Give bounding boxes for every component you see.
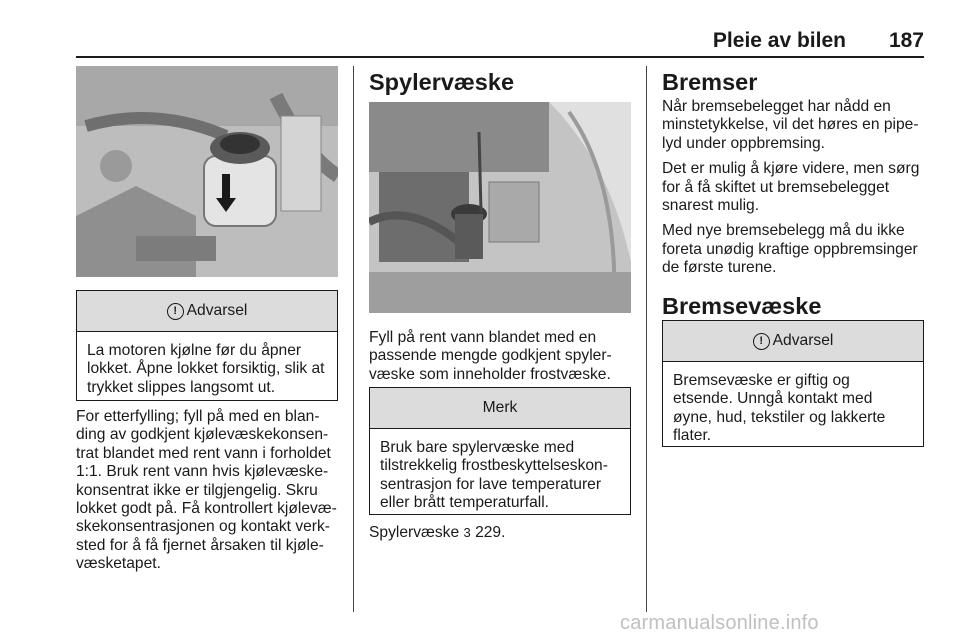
text-line: sted for å få fjernet årsaken til kjøle-	[76, 536, 324, 554]
washer-reference	[369, 524, 639, 542]
note-line: Bruk bare spylervæske med	[380, 439, 575, 456]
brakes-para-3	[662, 222, 930, 277]
text-line: lokket godt på. Få kontrollert kjølevæ-	[76, 500, 337, 518]
warning-text	[663, 362, 923, 446]
coolant-refill-text	[76, 408, 346, 574]
text-line: Det er mulig å kjøre videre, men sørg	[662, 160, 920, 178]
text-line: trat blandet med rent vann i forholdet	[76, 444, 331, 462]
warning-title: Advarsel	[186, 302, 248, 319]
header-rule	[76, 56, 924, 58]
washer-note-box	[369, 387, 631, 515]
text-line: for å få skiftet ut bremsebelegget	[662, 178, 890, 196]
warning-line: trykket slippes langsomt ut.	[87, 378, 276, 396]
brakes-para-1	[662, 98, 930, 153]
text-line: Når bremsebelegget har nådd en	[662, 98, 891, 115]
text-line: 1:1. Bruk rent vann hvis kjølevæske-	[76, 463, 329, 481]
text-line: foreta unødig kraftige oppbremsinger	[662, 240, 918, 258]
text-line: Fyll på rent vann blandet med en	[369, 329, 597, 346]
warning-text	[77, 332, 337, 397]
reference-page-link[interactable]: 229.	[475, 524, 506, 541]
text-line: konsentrat ikke er tilgjengelig. Skru	[76, 481, 318, 499]
coolant-reservoir-photo	[76, 66, 338, 277]
warning-line: etsende. Unngå kontakt med	[673, 390, 873, 408]
coolant-warning-box	[76, 290, 338, 401]
warning-line: øyne, hud, tekstiler og lakkerte	[673, 408, 886, 426]
text-line: væske som inneholder frostvæske.	[369, 365, 611, 383]
text-line: Med nye bremsebelegg må du ikke	[662, 222, 905, 240]
text-line: passende mengde godkjent spyler-	[369, 347, 612, 365]
text-line: skekonsentrasjonen og kontakt verk-	[76, 518, 330, 536]
note-line: eller brått temperaturfall.	[380, 494, 550, 512]
text-line: de første turene.	[662, 259, 777, 277]
section-title: Pleie av bilen	[712, 29, 846, 52]
note-text	[370, 429, 630, 513]
washer-fluid-section	[369, 68, 639, 96]
text-line: For etterfylling; fyll på med en blan-	[76, 408, 320, 425]
section-heading-brakes: Bremser	[662, 69, 758, 95]
text-line: væsketapet.	[76, 555, 161, 573]
note-header	[370, 388, 630, 429]
watermark: carmanualsonline.info	[620, 612, 819, 634]
warning-line: La motoren kjølne før du åpner	[87, 342, 302, 359]
warning-icon: !	[167, 303, 184, 320]
text-line: ding av godkjent kjølevæskekonsen-	[76, 426, 329, 444]
washer-fluid-reservoir-photo	[369, 102, 631, 313]
section-heading-washer-fluid: Spylervæske	[369, 69, 515, 95]
page-header	[76, 28, 924, 54]
page-number: 187	[888, 29, 924, 52]
warning-line: flater.	[673, 427, 712, 445]
warning-title: Advarsel	[772, 332, 834, 349]
warning-header	[663, 321, 923, 362]
section-heading-brake-fluid: Bremsevæske	[662, 292, 822, 319]
text-line: minstetykkelse, vil det høres en pipe-	[662, 116, 919, 134]
brakes-para-2	[662, 160, 930, 215]
brake-fluid-warning-box	[662, 320, 924, 447]
note-line: tilstrekkelig frostbeskyttelseskon-	[380, 457, 608, 475]
text-line: snarest mulig.	[662, 197, 760, 215]
warning-icon: !	[753, 333, 770, 350]
column-divider-2	[646, 66, 647, 612]
warning-header	[77, 291, 337, 332]
text-line: lyd under oppbremsing.	[662, 134, 825, 152]
page-ref-arrow-icon: 3	[463, 525, 471, 540]
warning-line: lokket. Åpne lokket forsiktig, slik at	[87, 360, 325, 378]
brakes-section	[662, 68, 930, 320]
reference-label: Spylervæske	[369, 524, 460, 541]
washer-fluid-text	[369, 329, 639, 384]
note-title: Merk	[482, 399, 518, 416]
warning-line: Bremsevæske er giftig og	[673, 372, 850, 389]
column-divider-1	[353, 66, 354, 612]
note-line: sentrasjon for lave temperaturer	[380, 475, 602, 493]
